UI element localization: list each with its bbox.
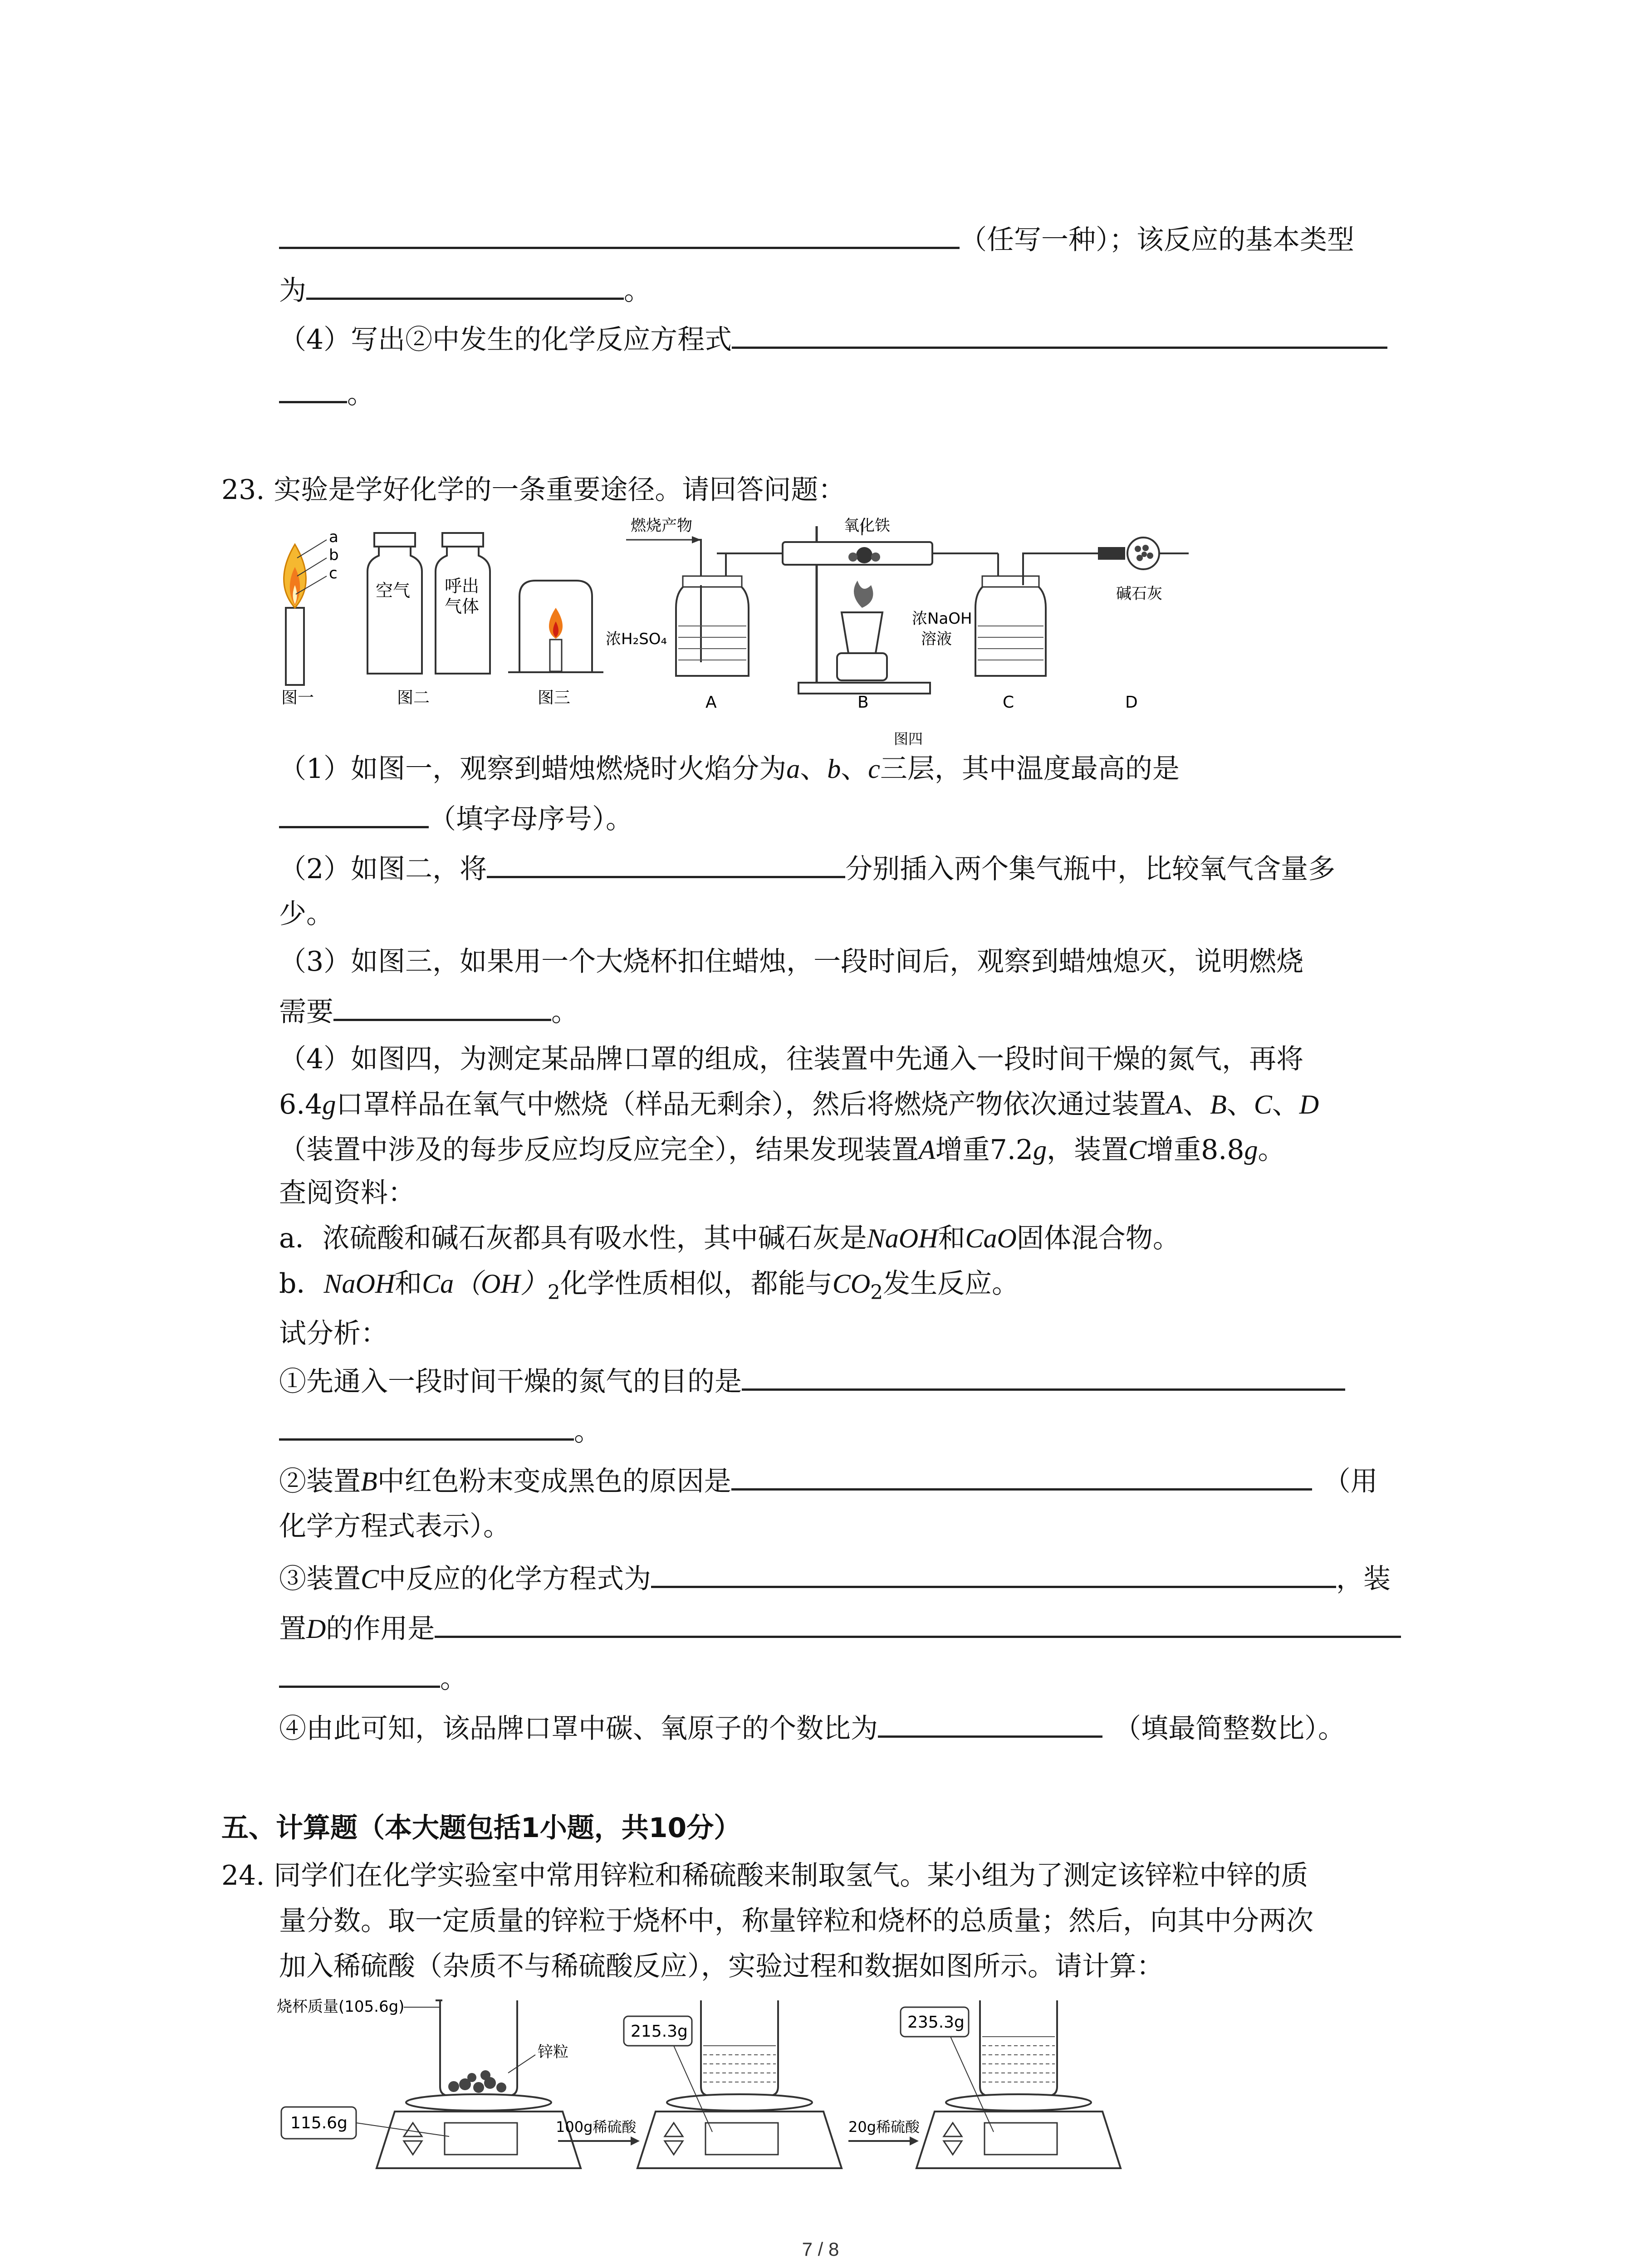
- gas-bottles-figure: [367, 533, 490, 707]
- page-number: 7 / 8: [802, 2239, 839, 2260]
- q23-intro: 23. 实验是学好化学的一条重要途径。请回答问题：: [221, 474, 846, 506]
- q22-p4: （4）写出②中发生的化学反应方程式: [279, 321, 1387, 358]
- svg-text:氧化铁: 氧化铁: [844, 517, 890, 535]
- q23-figure: [272, 517, 1202, 753]
- q24-line2: 量分数。取一定质量的锌粒于烧杯中，称量锌粒和烧杯的总质量；然后，向其中分两次: [279, 1905, 1313, 1937]
- svg-text:100g稀硫酸: 100g稀硫酸: [556, 2118, 637, 2136]
- answer-blank[interactable]: [732, 321, 1387, 349]
- answer-blank[interactable]: [487, 850, 845, 878]
- q23-p1-line2: （填字母序号）。: [279, 801, 633, 837]
- answer-blank[interactable]: [435, 1610, 1401, 1638]
- q24-figure: [272, 1987, 1180, 2186]
- fig3-caption: 图三: [538, 689, 571, 707]
- fig1-caption: 图一: [281, 689, 314, 707]
- answer-blank[interactable]: [279, 1413, 574, 1441]
- svg-text:A: A: [705, 693, 717, 712]
- svg-text:燃烧产物: 燃烧产物: [631, 517, 692, 535]
- flame-label-c: c: [329, 564, 338, 582]
- answer-blank[interactable]: [731, 1463, 1312, 1491]
- svg-text:浓H₂SO₄: 浓H₂SO₄: [606, 630, 667, 648]
- q23-s1-end: 。: [279, 1413, 601, 1450]
- svg-text:D: D: [1125, 693, 1138, 712]
- svg-text:碱石灰: 碱石灰: [1116, 585, 1162, 603]
- answer-blank[interactable]: [651, 1560, 1336, 1588]
- q23-s3: ③装置C中反应的化学方程式为 ，装: [279, 1560, 1391, 1597]
- answer-blank[interactable]: [279, 801, 429, 828]
- question-number: 23.: [221, 474, 265, 506]
- q23-p1-line1: （1）如图一，观察到蜡烛燃烧时火焰分为a、b、c三层，其中温度最高的是: [279, 753, 1180, 785]
- svg-text:烧杯质量(105.6g): 烧杯质量(105.6g): [277, 1998, 405, 2016]
- q23-s4: ④由此可知，该品牌口罩中碳、氧原子的个数比为 （填最简整数比）。: [279, 1710, 1345, 1747]
- q23-s1: ①先通入一段时间干燥的氮气的目的是: [279, 1363, 1345, 1400]
- answer-blank[interactable]: [279, 221, 960, 249]
- analysis-title: 试分析：: [279, 1318, 388, 1349]
- svg-text:235.3g: 235.3g: [907, 2013, 965, 2032]
- answer-blank[interactable]: [742, 1363, 1345, 1391]
- flame-label-b: b: [329, 546, 339, 564]
- svg-text:115.6g: 115.6g: [290, 2114, 348, 2132]
- q23-p2-line2: 少。: [279, 898, 333, 930]
- answer-blank[interactable]: [279, 376, 347, 403]
- q23-s2: ②装置B中红色粉末变成黑色的原因是 （用: [279, 1463, 1378, 1500]
- arrow-add-acid-2: [848, 2118, 920, 2146]
- reference-b: b．NaOH和$Ca(OH)_2$化学性质相似，都能与$CO_2$发生反应。: [279, 1268, 1019, 1304]
- q23-s2-line2: 化学方程式表示）。: [279, 1510, 510, 1542]
- arrow-add-acid-1: [556, 2118, 640, 2146]
- q23-s3-end: 。: [279, 1660, 467, 1697]
- svg-text:气体: 气体: [445, 596, 480, 616]
- q22-line1: （任写一种）；该反应的基本类型: [279, 221, 1354, 258]
- bottle-air-label: 空气: [376, 581, 411, 601]
- q24-line3: 加入稀硫酸（杂质不与稀硫酸反应），实验过程和数据如图所示。请计算：: [279, 1950, 1164, 1982]
- candle-beaker-figure: [508, 581, 603, 707]
- scale-2: [624, 2000, 842, 2168]
- svg-text:20g稀硫酸: 20g稀硫酸: [848, 2118, 920, 2136]
- reference-a: a．浓硫酸和碱石灰都具有吸水性，其中碱石灰是NaOH和CaO固体混合物。: [279, 1222, 1180, 1254]
- reference-title: 查阅资料：: [279, 1177, 415, 1209]
- q23-p4-line3: （装置中涉及的每步反应均反应完全），结果发现装置A增重7.2g，装置C增重8.8g。: [279, 1134, 1285, 1166]
- question-number: 24.: [221, 1860, 265, 1892]
- q23-s3-line2: 置D的作用是: [279, 1610, 1401, 1647]
- q23-p4-line1: （4）如图四，为测定某品牌口罩的组成，往装置中先通入一段时间干燥的氮气，再将: [279, 1043, 1304, 1075]
- fig2-caption: 图二: [397, 689, 430, 707]
- q23-p2-line1: （2）如图二，将 分别插入两个集气瓶中，比较氧气含量多: [279, 850, 1335, 887]
- candle-flame-figure: [281, 528, 339, 707]
- answer-blank[interactable]: [306, 272, 624, 300]
- q23-p3-line2: 需要 。: [279, 993, 578, 1030]
- section-heading: 五、计算题（本大题包括1小题，共10分）: [221, 1812, 741, 1844]
- svg-text:锌粒: 锌粒: [538, 2043, 568, 2061]
- answer-blank[interactable]: [333, 993, 551, 1021]
- svg-text:溶液: 溶液: [921, 630, 952, 648]
- q23-p3-line1: （3）如图三，如果用一个大烧杯扣住蜡烛，一段时间后，观察到蜡烛熄灭，说明燃烧: [279, 946, 1304, 978]
- svg-text:B: B: [857, 693, 869, 712]
- svg-text:215.3g: 215.3g: [631, 2022, 688, 2041]
- svg-text:浓NaOH: 浓NaOH: [912, 610, 972, 628]
- flame-label-a: a: [329, 528, 338, 546]
- svg-text:呼出: 呼出: [445, 576, 480, 596]
- scale-3: [901, 2000, 1121, 2168]
- q22-p4-end: 。: [279, 376, 374, 412]
- answer-blank[interactable]: [279, 1660, 440, 1688]
- scale-1: [277, 1998, 581, 2168]
- q23-p4-line2: 6.4g口罩样品在氧气中燃烧（样品无剩余），然后将燃烧产物依次通过装置A、B、C、D: [279, 1089, 1319, 1120]
- q22-line2: 为 。: [279, 272, 651, 309]
- apparatus-figure: [606, 517, 1189, 748]
- fig4-caption: 图四: [894, 730, 923, 748]
- q24-line1: 24. 同学们在化学实验室中常用锌粒和稀硫酸来制取氢气。某小组为了测定该锌粒中锌的质: [221, 1860, 1308, 1892]
- svg-text:C: C: [1003, 693, 1014, 712]
- answer-blank[interactable]: [878, 1710, 1102, 1738]
